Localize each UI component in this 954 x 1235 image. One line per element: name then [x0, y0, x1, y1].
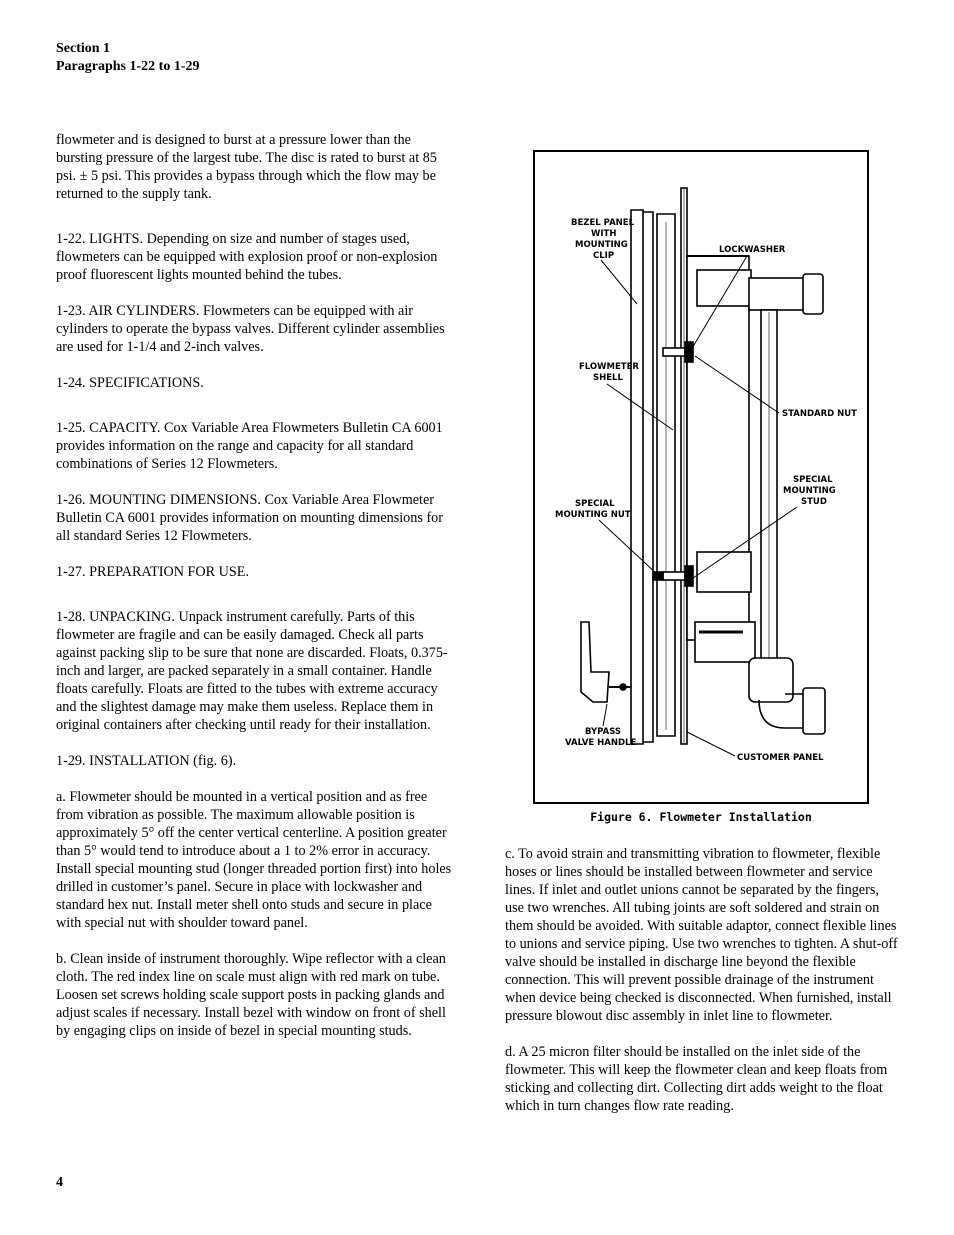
paragraph-1-28-unpacking: 1-28. UNPACKING. Unpack instrument carefully. Parts of this flowmeter are fragile and can be easily damaged. Check all parts against packing slip to be sure that none are discarded. Floats, 0.375-inch and larger, are packed separately in a small container. Handle floats carefully. Floats are fitted to the tubes with extreme accuracy and the slightest damage may make them useless. Replace them in original containers after checking until ready for their installation. [56, 609, 448, 733]
paragraph-c: c. To avoid strain and transmitting vibration to flowmeter, flexible hoses or lines should be installed between flowmeter and service lines. If inlet and outlet unions cannot be separated by the fingers, use two wrenches. All tubing joints are soft soldered and strain on them should be avoided. With suitable adaptor, connect flexible lines to unions and service piping. Use two wrenches to tighten. A shut-off valve should be installed in discharge line beyond the flexible connection. This will prevent possible drainage of the instrument when device being checked is disconnected. When furnished, install pressure blowout disc assembly in inlet line to flowmeter. [505, 846, 898, 1024]
callout-bezel-with: WITH [591, 229, 617, 239]
paragraph-1-27-preparation: 1-27. PREPARATION FOR USE. [56, 564, 250, 580]
callout-customer-panel: CUSTOMER PANEL [737, 753, 824, 763]
left-column [56, 131, 452, 1040]
callout-lockwasher: LOCKWASHER [719, 245, 786, 255]
paragraph-1-24-specifications: 1-24. SPECIFICATIONS. [56, 375, 204, 391]
callout-special-nut-2: MOUNTING NUT [555, 510, 631, 520]
paragraph-1-29-installation: 1-29. INSTALLATION (fig. 6). [56, 753, 237, 769]
page-header [56, 40, 200, 76]
callout-special-stud-3: STUD [801, 497, 827, 507]
callout-standard-nut: STANDARD NUT [782, 409, 857, 419]
flowmeter-drawing [535, 152, 867, 802]
paragraph-b: b. Clean inside of instrument thoroughly. Wipe reflector with a clean cloth. The red index line on scale must align with red mark on tube. Loosen set screws holding scale support posts in packing glands and adjust scales if necessary. Install bezel with window on front of shell by engaging clips on inside of bezel in special mounting studs. [56, 951, 446, 1039]
callout-special-nut-1: SPECIAL [575, 499, 615, 509]
paragraph-1-23-air-cylinders: 1-23. AIR CYLINDERS. Flowmeters can be equipped with air cylinders to operate the bypass valves. Different cylinder assemblies are used for 1-1/4 and 2-inch valves. [56, 303, 445, 355]
callout-shell: SHELL [593, 373, 623, 383]
right-column [505, 845, 901, 1115]
paragraph-a: a. Flowmeter should be mounted in a vertical position and as free from vibration as possible. The maximum allowable position is approximately 5° off the center vertical centerline. A position greater than 5° would tend to introduce about a 1 to 2% error in accuracy. Install special mounting stud (longer threaded portion first) into holes drilled in customer’s panel. Secure in place with lockwasher and standard hex nut. Install meter shell onto studs and secure in place with special nut with shoulder toward panel. [56, 789, 452, 931]
paragraph-d: d. A 25 micron filter should be installed on the inlet side of the flowmeter. This will keep the flowmeter clean and keep floats from sticking and collecting dirt. Collecting dirt adds weight to the float which in turn changes flow rate reading. [505, 1044, 888, 1114]
callout-bezel-clip: CLIP [593, 251, 615, 261]
callout-valve-handle: VALVE HANDLE [565, 738, 637, 748]
callout-special-stud-2: MOUNTING [783, 486, 836, 496]
callout-bezel-mounting: MOUNTING [575, 240, 628, 250]
paragraph-1-26-mounting-dimensions: 1-26. MOUNTING DIMENSIONS. Cox Variable Area Flowmeter Bulletin CA 6001 provides information on mounting dimensions for all standard Series 12 Flowmeters. [56, 492, 443, 544]
callout-bypass: BYPASS [585, 727, 622, 737]
callout-flowmeter: FLOWMETER [579, 362, 639, 372]
callout-bezel-panel: BEZEL PANEL [571, 218, 634, 228]
figure-caption: Figure 6. Flowmeter Installation [590, 810, 812, 824]
page-number: 4 [56, 1175, 63, 1190]
paragraph-1-22-lights: 1-22. LIGHTS. Depending on size and number of stages used, flowmeters can be equipped with explosion proof or non-explosion proof fluorescent lights mounted behind the tubes. [56, 231, 438, 283]
paragraph-1-25-capacity: 1-25. CAPACITY. Cox Variable Area Flowmeters Bulletin CA 6001 provides information on the range and capacity for all standard combinations of Series 12 Flowmeters. [56, 420, 443, 472]
section-label: Section 1 [56, 41, 111, 56]
paragraphs-label: Paragraphs 1-22 to 1-29 [56, 59, 200, 74]
figure-flowmeter-installation [533, 150, 869, 804]
callout-special-stud-1: SPECIAL [793, 475, 833, 485]
paragraph-bypass-disc: flowmeter and is designed to burst at a pressure lower than the bursting pressure of the largest tube. The disc is rated to burst at 85 psi. ± 5 psi. This provides a bypass through which the flow may be returned to the supply tank. [56, 132, 437, 202]
